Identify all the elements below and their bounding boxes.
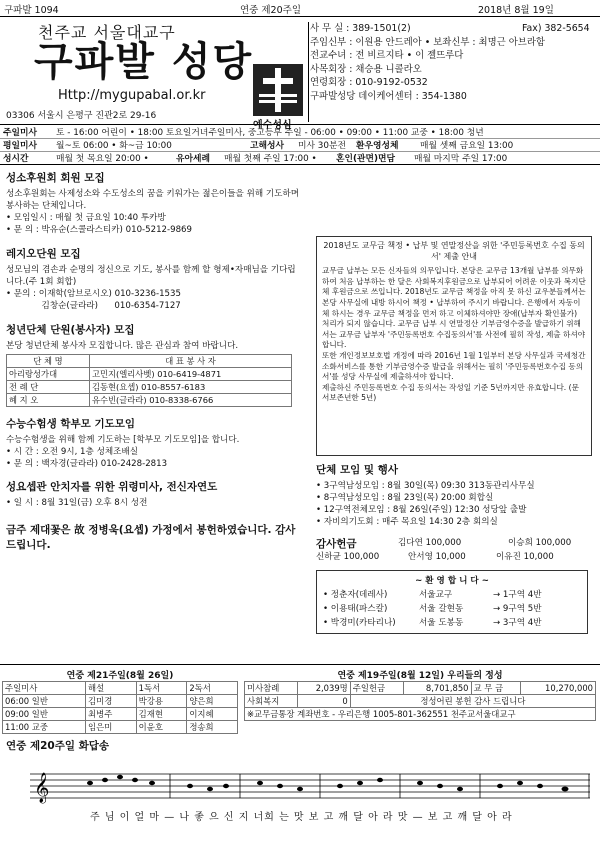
parents-prayer-title: 수능수험생 학부모 기도모임 [6,418,136,430]
issue-date: 2018년 8월 19일 [478,5,554,16]
legio-recruit-body: 성모님의 겸손과 순명의 정신으로 기도, 봉사를 함께 할 형제•자매님을 기다립니다.(주 1회 회합) [6,265,296,287]
sunday-mass-label: 주일미사 [3,128,37,138]
parish-url: Http://mygupabal.or.kr [58,88,206,103]
marriage-interview-label: 혼인(관면)면담 [336,154,396,164]
contact-divider [308,22,309,122]
tithe-notice-para-3: 제출하신 주민등록번호 수집 동의서는 작성일 기준 5년까지만 유효합니다. (문서보존년한 5년) [322,382,579,403]
table-row: 미사참례 2,039명 주일헌금 8,701,850 교 무 금 10,270,000 [245,682,596,695]
issue-number: 구파발 1094 [4,5,59,16]
group-event-4: • 자비의기도회 : 매주 목요일 14:30 2층 회의실 [316,517,498,527]
contact-daycare: 구파발성당 데이케어센터 : 354-1380 [310,90,467,102]
group-event-3: • 12구역전체모임 : 8월 26일(주일) 12:30 성당앞 출발 [316,505,527,515]
contact-priests: 주임신부 : 이원용 안드레아 • 보좌신부 : 최명근 아브라함 [310,36,545,48]
table-row: 09:00 일반 최병주 김재현 이지혜 [3,708,238,721]
contact-list [310,22,598,103]
logo-caption: 예수성심 [253,120,292,131]
thanks-offering: 감사헌금 김다연 100,000 이승희 100,000 신하균 100,000 안서영 10,000 이유진 10,000 [316,538,572,562]
group-events-title: 단체 모임 및 행사 [316,464,398,476]
serving-schedule [2,668,238,734]
infant-baptism-time: 매월 첫째 주일 17:00 • [224,154,317,164]
confession-label: 고해성사 [250,141,284,151]
sick-communion-label: 환우영성체 [356,141,399,151]
youth-volunteer-title: 청년단체 단원(봉사자) 모집 [6,324,135,336]
infant-baptism-label: 유아세례 [176,154,210,164]
weekday-mass-label: 평일미사 [3,141,37,151]
contact-sisters: 전교수녀 : 전 비르지타 • 이 젤뜨루다 [310,50,464,61]
group-event-2: • 8구역남성모임 : 8월 23일(목) 20:00 회합실 [316,493,494,503]
psalm-lyrics: 주 님 이 얼 마 — 나 좋 으 신 지 너희 는 맛 보 고 깨 달 아 라 맛 — 보 고 깨 달 아 라 [90,812,513,823]
legio-contact-1: • 문의 : 이재학(암브로시오) 010-3236-1535 [6,289,181,299]
offering-report [244,668,596,721]
contact-funeral-president: 연령회장 : 010-9192-0532 [310,77,428,88]
holy-hour-time: 매월 첫 목요일 20:00 • [56,154,149,164]
table-row: 06:00 일반 김미경 박강용 양은희 [3,695,238,708]
youth-group-table [6,354,292,407]
svg-text:𝄞: 𝄞 [34,773,50,803]
legio-recruit-title: 레지오단원 모집 [6,248,81,260]
tithe-notice-para-1: 교무금 납부는 모든 신자들의 의무입니다. 본당은 교무금 13개월 납부를 의무화하여 처음 납부하는 한 달은 사회복지후원금으로 납부되어 어려운 이웃과 복지단체 후원금으로 쓰입니다. 2018년도 교무금 책정을 아직 못 하신 교우분들께서는 본당 사무실에 내방 하시어 책정 • 납부하여 주시기 바랍니다. 은행에서 자동이체 하시는 경우 교무금 책정을 먼저 하고 이체하셔야만 장애(납부자 확인불가) 처리가 되지 않습니다. 교무금 납부 시 연말정산 기부금영수증을 발급하기 위해서는 교무금 납부자 '주민등록번호 수집동의서'를 사전에 필히 작성, 제출 하셔야 합니다. [322,266,586,350]
welcome-title: ~ 환 영 합 니 다 ~ [415,576,489,586]
table-row: 아리랑성가대 고민지(엘리사벳) 010-6419-4871 [7,368,292,381]
parents-prayer-body: 수능수험생을 위해 함께 기도하는 [학부모 기도모임]을 합니다. [6,435,240,445]
offering-report-title: 연중 제19주일(8월 12일) 우리들의 정성 [337,671,503,681]
contact-council-president: 사목회장 : 채승용 니콜라오 [310,63,422,75]
vocation-support-title: 성소후원회 회원 모집 [6,172,105,184]
sacred-heart-logo-icon [253,64,303,116]
tithe-notice-title: 2018년도 교무금 책정 • 납부 및 연말정산을 위한 '주민등록번호 수집 동의서' 제출 안내 [323,241,585,261]
welcome-box [316,570,588,634]
contact-office: 사 무 실 : 389-1501(2) Fax) 382-5654 [310,23,590,34]
liturgical-week: 연중 제20주일 [240,5,301,16]
memorial-mass-title: 성요셉관 안치자를 위한 위령미사, 전신자연도 [6,481,218,493]
psalm-music-staff [30,760,590,806]
table-row: 혜 지 오 유수빈(글라라) 010-8338-6766 [7,394,292,407]
table-row: 사회복지 0 정성어린 봉헌 감사 드립니다 [245,695,596,708]
offering-table [244,681,596,721]
parents-prayer-contact: • 문 의 : 백자경(글라라) 010-2428-2813 [6,459,168,469]
header-divider [0,16,600,17]
sunday-mass-times: 토 - 16:00 어린이 • 18:00 토요일거녀주일미사, 중고등부 주일 - 06:00 • 09:00 • 11:00 교중 • 18:00 청년 [56,128,484,138]
vocation-support-contact: • 문 의 : 박유순(스콜라스티카) 010-5212-9869 [6,225,192,235]
table-row: 11:00 교중 임은미 이윤호 정송희 [3,721,238,734]
vocation-support-body: 성소후원회는 사제성소와 수도성소의 꿈을 키워가는 젊은이들을 위해 기도하며 봉사하는 단체입니다. [6,189,300,211]
youth-volunteer-body: 본당 청년단체 봉사자 모집합니다. 많은 관심과 참여 바랍니다. [6,341,239,351]
altar-flower-notice: 금주 제대꽃은 故 정병욱(요셉) 가정에서 봉헌하였습니다. 감사드립니다. [6,524,296,551]
serving-schedule-title: 연중 제21주일(8월 26일) [66,671,174,681]
psalm-title: 연중 제20주일 화답송 [6,740,110,752]
table-header: 주일미사 해설 1독서 2독서 [3,682,238,695]
serving-table [2,681,238,734]
bottom-divider [0,664,600,665]
memorial-mass-date: • 일 시 : 8월 31일(금) 오후 8시 성전 [6,498,148,508]
group-event-1: • 3구역남성모임 : 8월 30일(목) 09:30 313동관리사무실 [316,481,535,491]
weekday-mass-times: 월~토 06:00 • 화~금 10:00 [56,141,172,151]
list-item: • 박경미(카타리나) 서울 도봉동 → 3구역 4반 [323,618,542,628]
parish-name: 구파발 성당 [34,39,254,85]
legio-contact-2: 김창순(글라라) 010-6354-7127 [6,301,181,311]
confession-time: 미사 30분전 [298,141,346,151]
table-row: 전 례 단 김동현(요셉) 010-8557-6183 [7,381,292,394]
parents-prayer-time: • 시 간 : 오전 9시, 1층 성체조배실 [6,447,139,457]
mass-schedule [0,124,600,165]
holy-hour-label: 성시간 [3,154,29,164]
sick-communion-time: 매월 셋째 금요일 13:00 [420,141,514,151]
table-row [245,708,596,721]
parish-address: 03306 서울시 은평구 진관2로 29-16 [6,111,157,121]
tithe-notice-box [316,236,592,456]
tithe-notice-para-2: 또한 개인정보보호법 개정에 따라 2016년 1월 1일부터 본당 사무실과 국세청간소화서비스를 통한 기부금영수증 발급을 위해서는 필히 '주민등록번호수집 동의서'를 성당 사무실에 제출하셔야 합니다. [322,350,586,382]
thanks-offering-title: 감사헌금 [316,538,357,550]
vocation-support-meeting: • 모임일시 : 매월 첫 금요일 10:40 투카방 [6,213,166,223]
list-item: • 정춘자(데레사) 서울교구 → 1구역 4반 [323,590,542,600]
contact-fax: Fax) 382-5654 [522,23,590,34]
marriage-interview-time: 매월 마지막 주일 17:00 [414,154,508,164]
list-item: • 이용태(파스칼) 서울 갈현동 → 9구역 5반 [323,604,542,614]
left-column [6,170,302,553]
archdiocese-name: 천주교 서울대교구 [38,23,176,42]
table-header: 단 체 명 대 표 봉 사 자 [7,355,292,368]
account-number: ※교무금통장 계좌번호 - 우리은행 1005-801-362551 천주교서울대교구 [245,708,596,721]
right-column [316,462,594,634]
